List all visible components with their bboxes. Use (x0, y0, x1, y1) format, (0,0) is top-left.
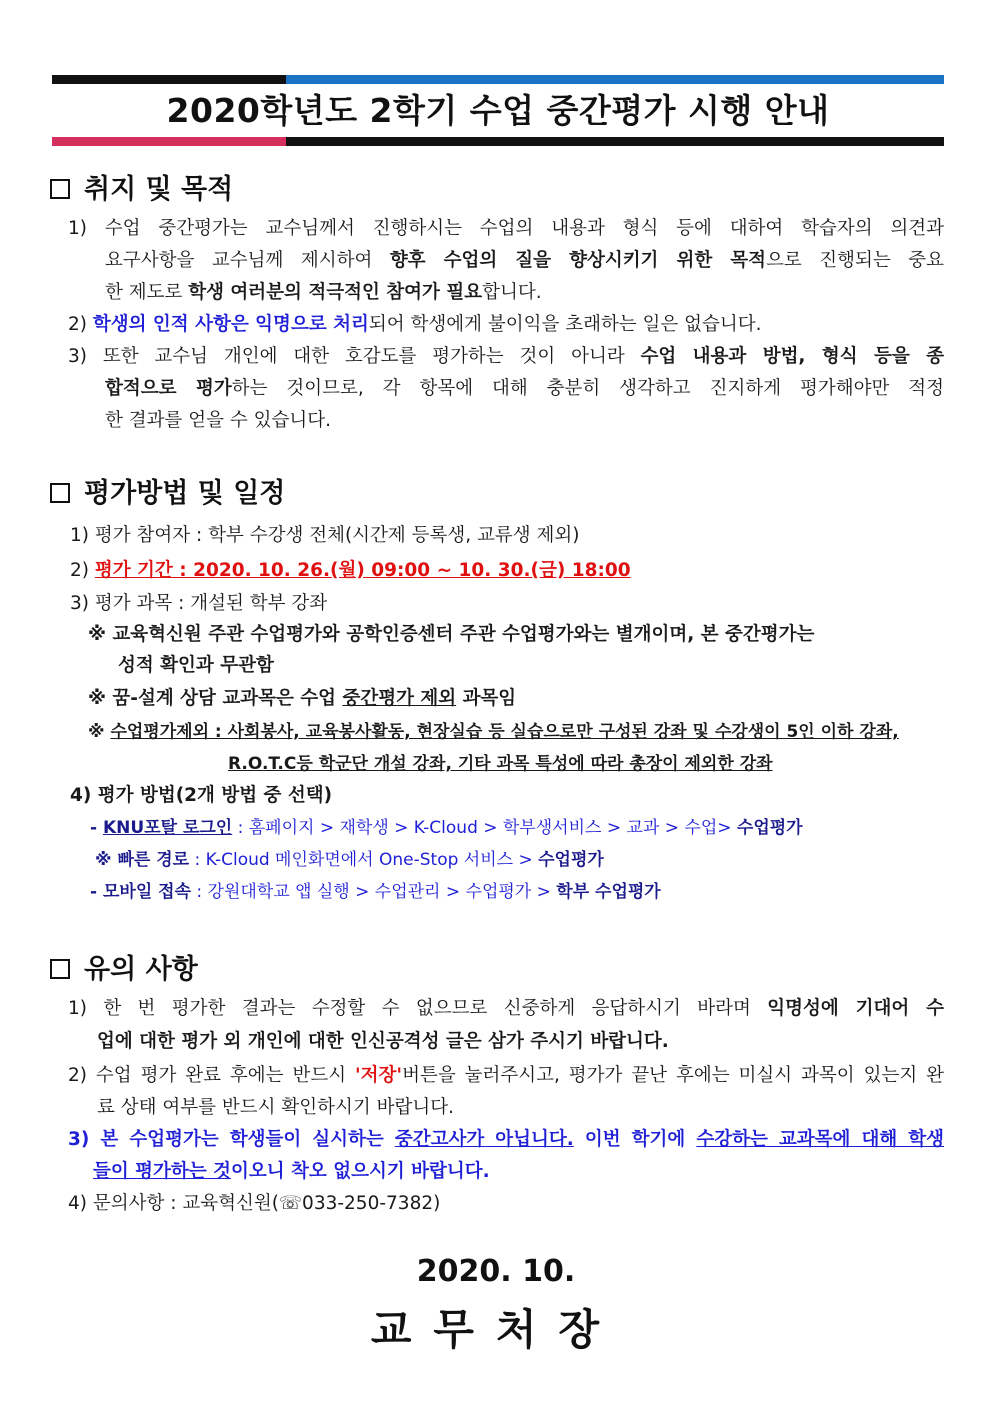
method-item-courses: 3) 평가 과목 : 개설된 학부 강좌 (70, 593, 328, 614)
method-option-portal: - KNU포탈 로그인 : 홈페이지 > 재학생 > K-Cloud > 학부생서비스 > 교과 > 수업> 수업평가 (90, 818, 803, 838)
method-option-quick-path: ※ 빠른 경로 : K-Cloud 메인화면에서 One-Stop 서비스 > 수업평가 (95, 850, 604, 870)
method-note-3-line-2: R.O.T.C등 학군단 개설 강좌, 기타 과목 특성에 따라 총장이 제외한 강좌 (228, 754, 773, 774)
notes-item-1-line-1: 1) 한 번 평가한 결과는 수정할 수 없으므로 신중하게 응답하시기 바라며 익명성에 기대어 수 (68, 998, 944, 1019)
section-method-heading: 평가방법 및 일정 (50, 476, 285, 512)
method-item-participants: 1) 평가 참여자 : 학부 수강생 전체(시간제 등록생, 교류생 제외) (70, 525, 580, 546)
notes-item-3-line-2: 들이 평가하는 것이오니 착오 없으시기 바랍니다. (93, 1161, 490, 1182)
method-note-2: ※ 꿈-설계 상담 교과목은 수업 중간평가 제외 과목임 (88, 688, 517, 709)
purpose-item-3-line-3: 한 결과를 얻을 수 있습니다. (105, 410, 331, 431)
purpose-item-3-line-2: 합적으로 평가하는 것이므로, 각 항목에 대해 충분히 생각하고 진지하게 평가해야만 적정 (105, 378, 944, 399)
purpose-item-1-line-2: 요구사항을 교수님께 제시하여 향후 수업의 질을 향상시키기 위한 목적으로 진행되는 중요 (105, 250, 944, 271)
page-title: 2020학년도 2학기 수업 중간평가 시행 안내 (166, 91, 830, 130)
method-item-how: 4) 평가 방법(2개 방법 중 선택) (70, 785, 333, 806)
notes-item-2-line-2: 료 상태 여부를 반드시 확인하시기 바랍니다. (97, 1097, 454, 1118)
notes-item-1-line-2: 업에 대한 평가 외 개인에 대한 인신공격성 글은 삼가 주시기 바랍니다. (97, 1031, 669, 1052)
title-bottom-rule (52, 137, 944, 146)
checkbox-square-icon (50, 179, 70, 199)
purpose-item-1-line-3: 한 제도로 학생 여러분의 적극적인 참여가 필요합니다. (105, 282, 542, 303)
method-item-period: 2) 평가 기간 : 2020. 10. 26.(월) 09:00 ~ 10. 30.(금) 18:00 (70, 560, 631, 581)
method-option-mobile: - 모바일 접속 : 강원대학교 앱 실행 > 수업관리 > 수업평가 > 학부 수업평가 (90, 882, 661, 902)
section-purpose-heading: 취지 및 목적 (50, 172, 233, 208)
issue-date: 2020. 10. (416, 1254, 576, 1289)
method-note-1-line-1: ※ 교육혁신원 주관 수업평가와 공학인증센터 주관 수업평가와는 별개이며, 본 중간평가는 (88, 624, 815, 645)
notes-item-contact: 4) 문의사항 : 교육혁신원(☏033-250-7382) (68, 1193, 441, 1214)
method-note-1-line-2: 성적 확인과 무관함 (118, 655, 274, 676)
checkbox-square-icon (50, 959, 70, 979)
section-notes-heading: 유의 사항 (50, 952, 198, 988)
purpose-item-2: 2) 학생의 인적 사항은 익명으로 처리되어 학생에게 불이익을 초래하는 일은 없습니다. (68, 314, 762, 335)
notes-item-2-line-1: 2) 수업 평가 완료 후에는 반드시 '저장'버튼을 눌러주시고, 평가가 끝난 후에는 미실시 과목이 있는지 완 (68, 1065, 945, 1086)
issuer-signature: 교무처장 (370, 1305, 622, 1354)
checkbox-square-icon (50, 483, 70, 503)
purpose-item-3-line-1: 3) 또한 교수님 개인에 대한 호감도를 평가하는 것이 아니라 수업 내용과 방법, 형식 등을 종 (68, 346, 945, 367)
title-top-rule (52, 75, 944, 84)
method-note-3-line-1: ※ 수업평가제외 : 사회봉사, 교육봉사활동, 현장실습 등 실습으로만 구성된 강좌 및 수강생이 5인 이하 강좌, (88, 722, 899, 742)
purpose-item-1-line-1: 1) 수업 중간평가는 교수님께서 진행하시는 수업의 내용과 형식 등에 대하여 학습자의 의견과 (68, 218, 944, 239)
notes-item-3-line-1: 3) 본 수업평가는 학생들이 실시하는 중간고사가 아닙니다. 이번 학기에 수강하는 교과목에 대해 학생 (68, 1129, 945, 1150)
